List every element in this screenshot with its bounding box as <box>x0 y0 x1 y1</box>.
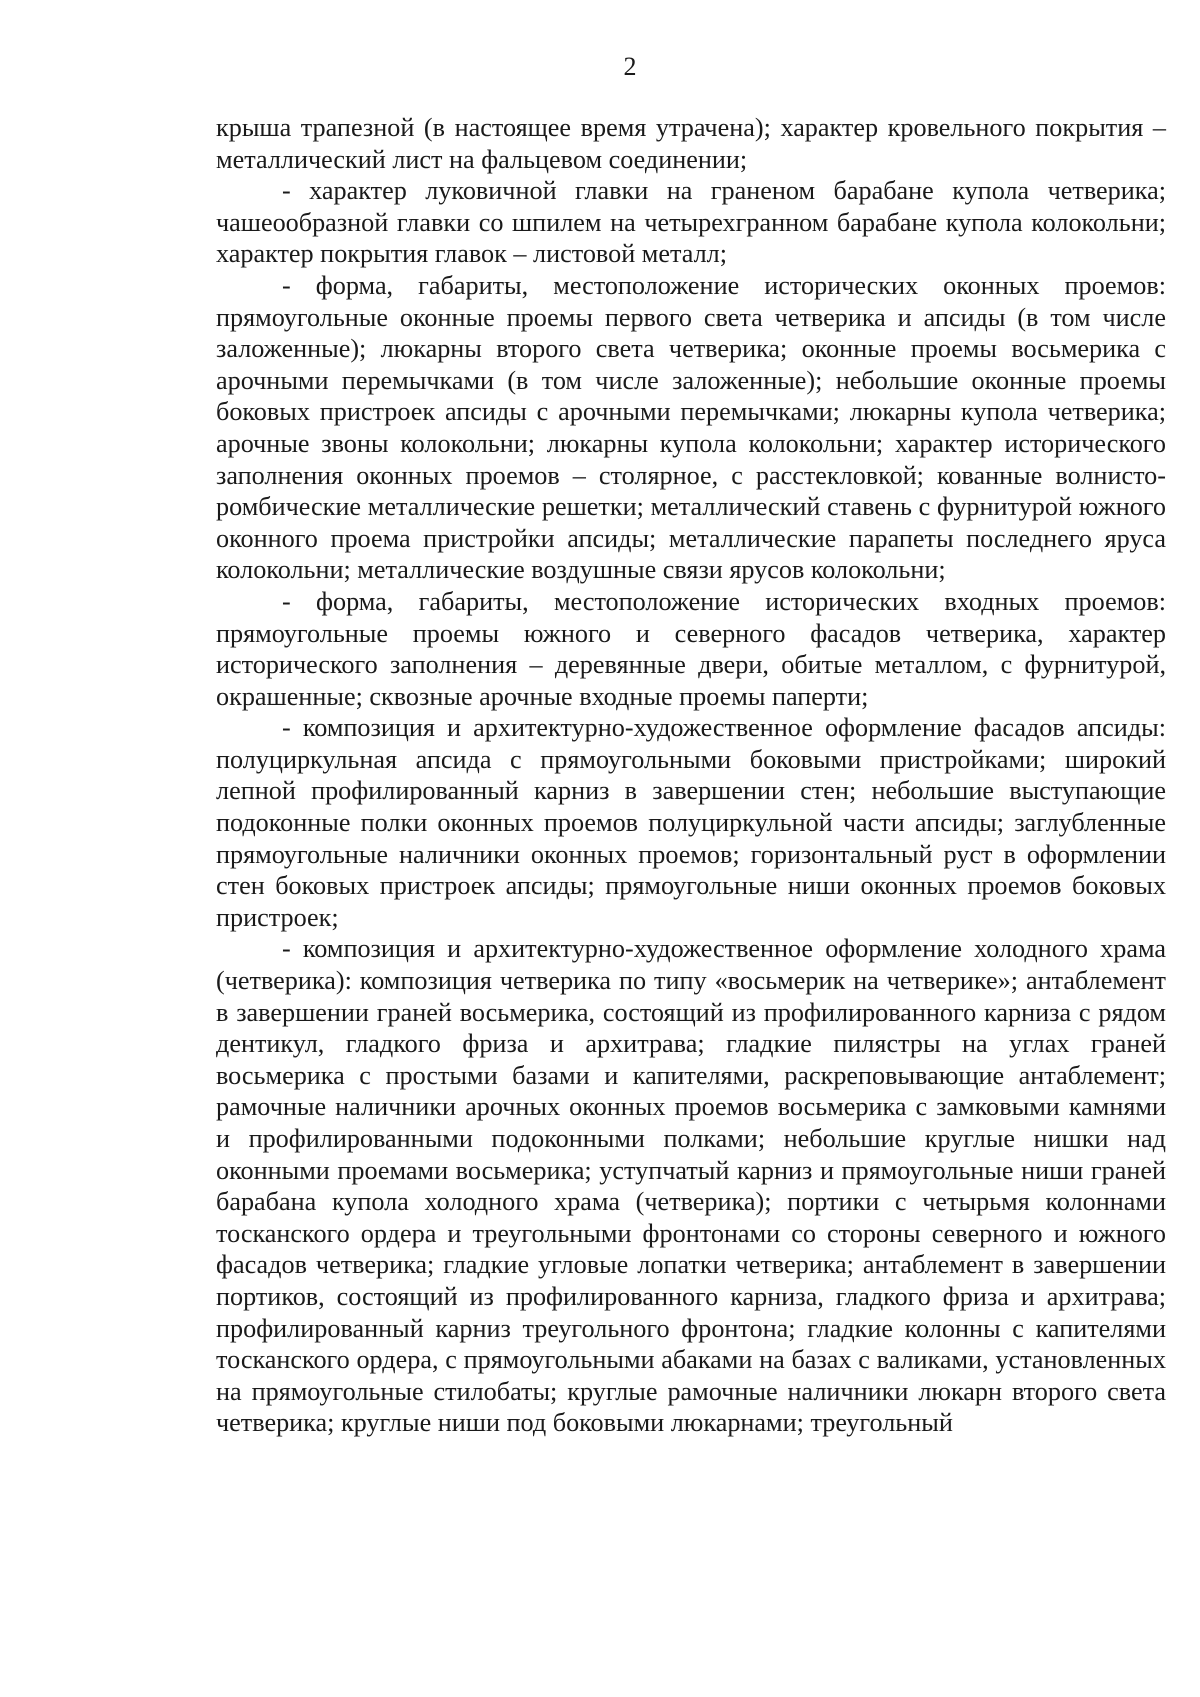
paragraph-cold-church: - композиция и архитектурно-художественное оформление холодного храма (четверика): композиция четверика по типу «восьмерик на четверике»; антаблемент в завершении граней восьмерика, состоящий из профилированного карниза с рядом дентикул, гладкого фриза и архитрава; гладкие пилястры на углах граней восьмерика с простыми базами и капителями, раскреповывающие антаблемент; рамочные наличники арочных оконных проемов восьмерика с замковыми камнями и профилированными подоконными полками; небольшие круглые нишки над оконными проемами восьмерика; уступчатый карниз и прямоугольные ниши граней барабана купола холодного храма (четверика); портики с четырьмя колоннами тосканского ордера и треугольными фронтонами со стороны северного и южного фасадов четверика; гладкие угловые лопатки четверика; антаблемент в завершении портиков, состоящий из профилированного карниза, гладкого фриза и архитрава; профилированный карниз треугольного фронтона; гладкие колонны с капителями тосканского ордера, с прямоугольными абаками на базах с валиками, установленных на прямоугольные стилобаты; круглые рамочные наличники люкарн второго света четверика; круглые ниши под боковыми люкарнами; треугольный <box>216 934 1166 1438</box>
page-number: 2 <box>623 52 637 81</box>
document-body <box>216 112 1166 1439</box>
paragraph-roof: крыша трапезной (в настоящее время утрачена); характер кровельного покрытия – металлический лист на фальцевом соединении; <box>216 113 1166 174</box>
paragraph-entrance-openings: - форма, габариты, местоположение исторических входных проемов: прямоугольные проемы южного и северного фасадов четверика, характер исторического заполнения – деревянные двери, обитые металлом, с фурнитурой, окрашенные; сквозные арочные входные проемы паперти; <box>216 586 1166 711</box>
paragraph-window-openings: - форма, габариты, местоположение исторических оконных проемов: прямоугольные оконные проемы первого света четверика и апсиды (в том числе заложенные); люкарны второго света четверика; оконные проемы восьмерика с арочными перемычками (в том числе заложенные); небольшие оконные проемы боковых пристроек апсиды с арочными перемычками; люкарны купола четверика; арочные звоны колокольни; люкарны купола колокольни; характер исторического заполнения оконных проемов – столярное, с расстекловкой; кованные волнисто-ромбические металлические решетки; металлический ставень с фурнитурой южного оконного проема пристройки апсиды; металлические парапеты последнего яруса колокольни; металлические воздушные связи ярусов колокольни; <box>216 270 1166 585</box>
paragraph-domes: - характер луковичной главки на граненом барабане купола четверика; чашеообразной главки со шпилем на четырехгранном барабане купола колокольни; характер покрытия главок – листовой металл; <box>216 176 1166 269</box>
paragraph-apse-facades: - композиция и архитектурно-художественное оформление фасадов апсиды: полуциркульная апсида с прямоугольными боковыми пристройками; широкий лепной профилированный карниз в завершении стен; небольшие выступающие подоконные полки оконных проемов полуциркульной части апсиды; заглубленные прямоугольные наличники оконных проемов; горизонтальный руст в оформлении стен боковых пристроек апсиды; прямоугольные ниши оконных проемов боковых пристроек; <box>216 713 1166 932</box>
